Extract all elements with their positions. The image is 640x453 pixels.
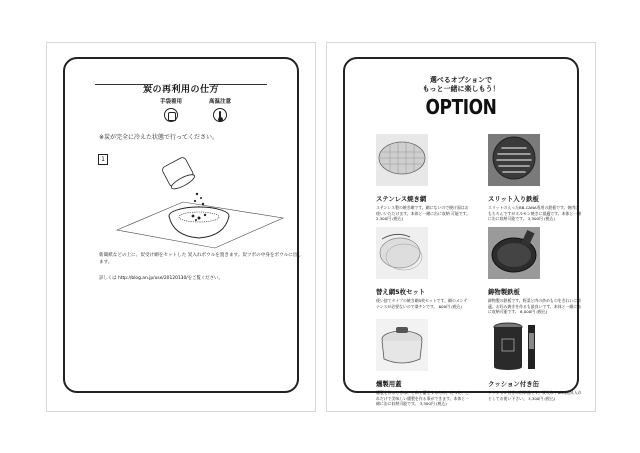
option-name: クッション付き缶	[488, 380, 539, 388]
right-page	[326, 42, 596, 412]
warning-label: 高温注意	[208, 99, 231, 105]
smoker-lid-photo	[376, 319, 428, 371]
charcoal-bowl	[169, 207, 229, 238]
glove-icon	[164, 108, 178, 122]
option-cast-iron-plate	[488, 227, 583, 315]
option-description: ステンレス製の焼き網です。網にないので焼け面はお使いいただけます。本体と一緒に缶に収納 可能です。 2,300円 (税込)	[376, 205, 470, 222]
cooling-note: ※炭が完全に冷えた状態で行ってください。	[99, 134, 219, 141]
warning-label: 手袋着用	[159, 99, 182, 105]
reference-link[interactable]: 詳しくは http://blog.an.jp/use/20120130/をご覧ください。	[99, 276, 223, 281]
subtitle-line-1: 選べるオプションで	[429, 76, 493, 84]
option-name: スリット入り鉄板	[488, 195, 539, 203]
option-name: ステンレス焼き網	[376, 195, 427, 203]
reuse-title-row	[65, 77, 297, 95]
right-page-frame	[343, 57, 582, 407]
option-name: 燻製用蓋	[376, 380, 402, 388]
step-illustration	[115, 154, 285, 249]
charcoal-pot	[161, 156, 196, 191]
options-title: OPTION	[425, 95, 497, 119]
left-page-frame	[63, 57, 302, 393]
stainless-grill-photo	[376, 134, 428, 186]
option-description: クッション付きの缶単品です。炭入れやBBQ道具入れとしてお使い下さい。 3,300円 (税込)	[488, 390, 582, 401]
option-cushion-can	[488, 319, 583, 401]
page-title: 炭の再利用の仕方	[142, 85, 219, 95]
option-slit-plate	[488, 134, 583, 222]
option-description: 使い捨てタイプの焼き網5枚セットです。網のメンテナンスが必要ないので楽チンです。 600円 (税込)	[376, 298, 468, 309]
step-number: 1	[98, 154, 108, 165]
title-divider	[209, 84, 267, 85]
option-description: 鋳物製の鉄板です。野菜と肉の炒めものをきれいに最適。お好み焼きを作るも最良いです。本体と一緒に缶に収納可能です。 6,000円 (税込)	[488, 298, 582, 315]
option-replacement-nets	[376, 227, 471, 309]
option-name: 鋳物製鉄板	[488, 288, 520, 296]
slit-plate-photo	[488, 134, 540, 186]
option-stainless-grill	[376, 134, 471, 222]
step-description: 新聞紙などの上に、炭受け網をセットした 炭入れボウルを置きます。炭ツボの中身をボウルに出します。	[99, 253, 302, 265]
option-name: 替え網5枚セット	[376, 288, 426, 296]
cast-iron-plate-photo	[488, 227, 540, 279]
replacement-nets-photo	[376, 227, 428, 279]
option-description: スリットの入ったBB-CANA専用の鉄板です。焼肉はもちろんですがホルモン焼きに最適です。本体と一緒に缶に収納可能です。 3,300円 (税込)	[488, 205, 582, 222]
thermometer-icon	[213, 108, 227, 122]
warning-hot	[190, 97, 250, 122]
cushion-can-photo	[488, 319, 540, 371]
title-divider	[95, 84, 153, 85]
option-description: 燻製を作るときは、これで蓋をするだけ。たった、これだけで美味しい燻製を作る事ができます。本体と一緒に缶に収納可能です。 3,300円 (税込)	[376, 390, 470, 407]
left-page	[46, 42, 316, 412]
subtitle-line-2: もっと一緒に楽しもう！	[422, 85, 500, 93]
options-subtitle	[345, 76, 577, 94]
option-smoker-lid	[376, 319, 471, 407]
